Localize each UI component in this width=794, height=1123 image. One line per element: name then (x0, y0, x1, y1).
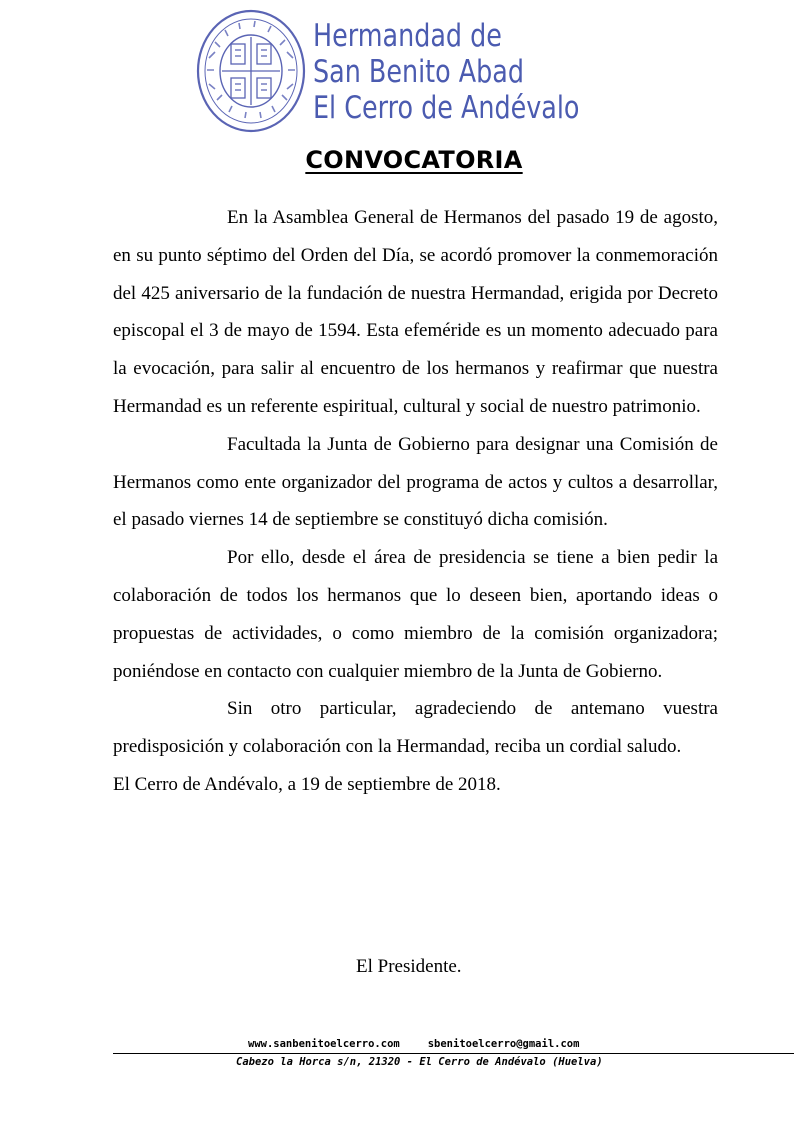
body-paragraph: Por ello, desde el área de presidencia se tiene a bien pedir la colaboración de todos los hermanos que lo deseen bien, aportando ideas o propuestas de actividades, o como miembro de la comisión organizadora; poniéndose en contacto con cualquier miembro de la Junta de Gobierno. (113, 547, 718, 682)
footer-address: Cabezo la Horca s/n, 21320 - El Cerro de Andévalo (Huelva) (236, 1056, 603, 1068)
hermandad-name (313, 18, 580, 126)
body-paragraph: Facultada la Junta de Gobierno para designar una Comisión de Hermanos como ente organizador del programa de actos y cultos a desarrollar, el pasado viernes 14 de septiembre se constituyó dicha comisión. (113, 433, 718, 531)
document-title: CONVOCATORIA (305, 146, 523, 174)
hermandad-name-line: El Cerro de Andévalo (313, 90, 580, 126)
document-body (113, 199, 718, 804)
signature: El Presidente. (356, 956, 462, 977)
hermandad-name-line: San Benito Abad (313, 54, 524, 90)
footer-contact (248, 1038, 579, 1050)
body-paragraph: Sin otro particular, agradeciendo de antemano vuestra predisposición y colaboración con la Hermandad, reciba un cordial saludo. (113, 698, 718, 758)
footer-email[interactable]: sbenitoelcerro@gmail.com (427, 1038, 580, 1050)
footer-divider (113, 1053, 794, 1054)
footer-website[interactable]: www.sanbenitoelcerro.com (248, 1038, 400, 1050)
hermandad-name-line: Hermandad de (313, 18, 502, 54)
hermandad-seal-icon (195, 8, 307, 134)
place-date: El Cerro de Andévalo, a 19 de septiembre de 2018. (113, 773, 501, 795)
body-paragraph: En la Asamblea General de Hermanos del pasado 19 de agosto, en su punto séptimo del Orden del Día, se acordó promover la conmemoración del 425 aniversario de la fundación de nuestra Hermandad, erigida por Decreto episcopal el 3 de mayo de 1594. Esta efeméride es un momento adecuado para la evocación, para salir al encuentro de los hermanos y reafirmar que nuestra Hermandad es un referente espiritual, cultural y social de nuestro patrimonio. (113, 207, 718, 417)
